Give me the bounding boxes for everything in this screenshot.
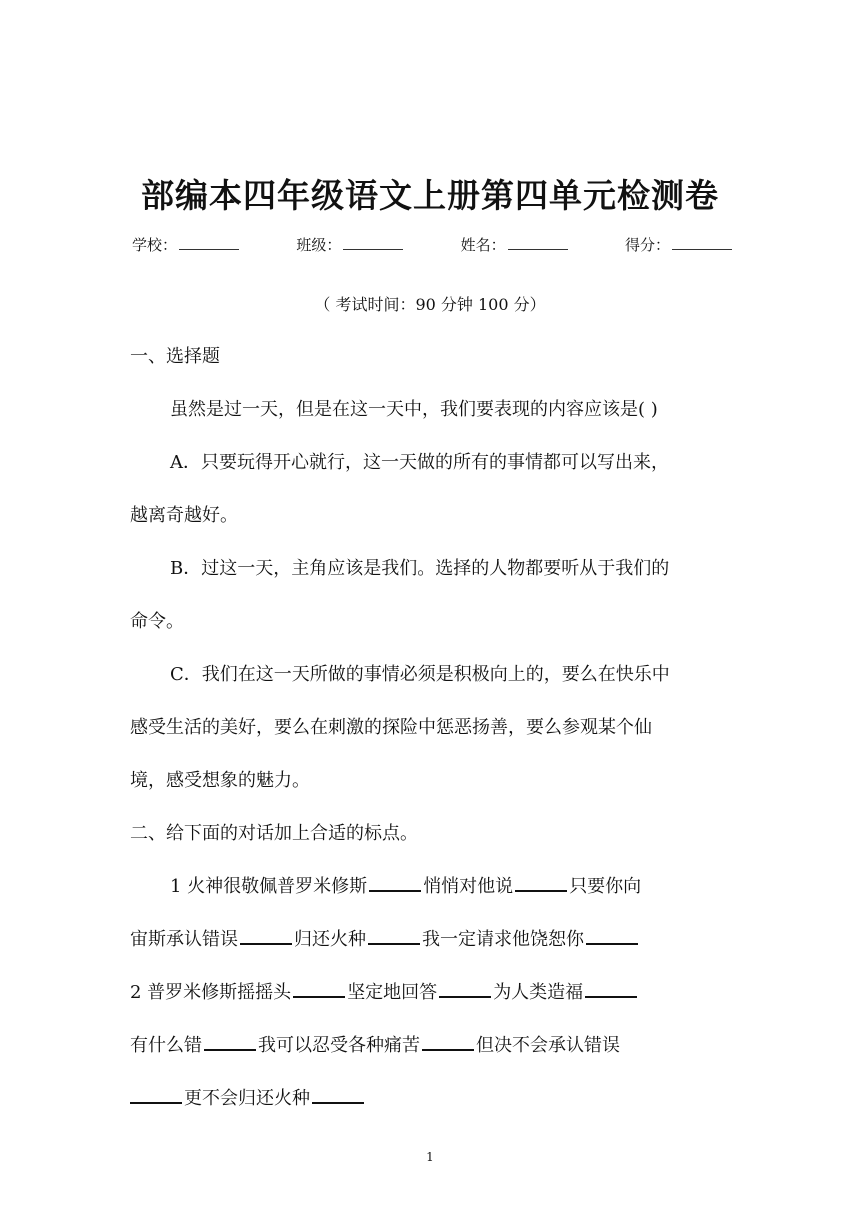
q1-blank-1[interactable]	[369, 872, 421, 892]
q2-blank-5[interactable]	[422, 1031, 474, 1051]
page-number: 1	[426, 1150, 434, 1164]
class-blank[interactable]	[343, 235, 403, 250]
q2-blank-7[interactable]	[312, 1084, 364, 1104]
score-blank[interactable]	[672, 235, 732, 250]
option-c-line3: 境，感受想象的魅力。	[130, 770, 310, 791]
q2-text-3: 为人类造福	[493, 982, 584, 1003]
q2-text-2: 坚定地回答	[347, 982, 438, 1003]
option-b-line2: 命令。	[130, 611, 184, 632]
q2-blank-1[interactable]	[293, 978, 345, 998]
q1-text-6: 我一定请求他饶恕你	[422, 929, 584, 950]
score-field	[625, 234, 732, 255]
page-title: 部编本四年级语文上册第四单元检测卷	[141, 176, 719, 215]
school-field	[132, 234, 239, 255]
student-info-row	[132, 234, 732, 255]
q1-blank-5[interactable]	[586, 925, 638, 945]
q1-text-3: 只要你向	[569, 876, 642, 897]
score-label: 得分：	[624, 236, 670, 254]
q1-line1	[170, 872, 641, 898]
q2-line3	[130, 1084, 366, 1110]
name-blank[interactable]	[508, 235, 568, 250]
school-blank[interactable]	[179, 235, 239, 250]
name-label: 姓名：	[460, 236, 506, 254]
question-text: 虽然是过一天，但是在这一天中，我们要表现的内容应该是( )	[170, 399, 658, 420]
section2-heading: 二、给下面的对话加上合适的标点。	[130, 823, 418, 844]
q1-text-5: 归还火种	[294, 929, 366, 950]
option-a-line2: 越离奇越好。	[130, 505, 238, 526]
q2-line1	[130, 978, 639, 1004]
q2-text-6: 但决不会承认错误	[476, 1035, 620, 1056]
q1-text-2: 悄悄对他说	[423, 876, 514, 897]
q1-blank-4[interactable]	[368, 925, 420, 945]
q2-text-4: 有什么错	[130, 1035, 202, 1056]
option-c-line1[interactable]: C．我们在这一天所做的事情必须是积极向上的，要么在快乐中	[170, 664, 670, 685]
q1-text-4: 宙斯承认错误	[130, 929, 238, 950]
q1-blank-2[interactable]	[515, 872, 567, 892]
class-label: 班级：	[296, 236, 342, 254]
q1-blank-3[interactable]	[240, 925, 292, 945]
option-c-line2: 感受生活的美好，要么在刺激的探险中惩恶扬善，要么参观某个仙	[130, 717, 652, 738]
q2-blank-4[interactable]	[204, 1031, 256, 1051]
exam-time: （ 考试时间：90 分钟 100 分）	[314, 295, 546, 314]
q1-line2	[130, 925, 640, 951]
section1-heading: 一、选择题	[130, 346, 220, 367]
q2-line2	[130, 1031, 620, 1057]
q1-text-1: 1 火神很敬佩普罗米修斯	[170, 876, 368, 897]
q2-text-5: 我可以忍受各种痛苦	[258, 1035, 420, 1056]
q2-text-7: 更不会归还火种	[184, 1088, 310, 1109]
class-field	[296, 234, 403, 255]
option-a-line1[interactable]: A．只要玩得开心就行，这一天做的所有的事情都可以写出来，	[170, 452, 669, 473]
option-b-line1[interactable]: B．过这一天，主角应该是我们。选择的人物都要听从于我们的	[170, 558, 670, 579]
q2-blank-2[interactable]	[439, 978, 491, 998]
q2-blank-6[interactable]	[130, 1084, 182, 1104]
school-label: 学校：	[132, 236, 178, 254]
q2-blank-3[interactable]	[585, 978, 637, 998]
q2-text-1: 2 普罗米修斯摇摇头	[130, 982, 292, 1003]
name-field	[461, 234, 568, 255]
